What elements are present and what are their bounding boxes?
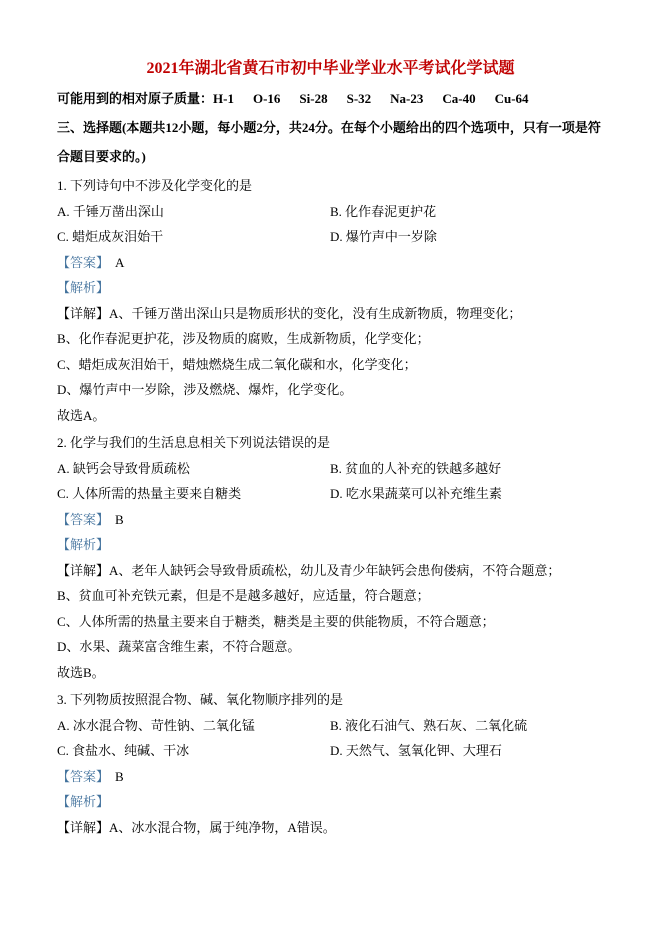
detail-line: 【详解】A、千锤万凿出深山只是物质形状的变化，没有生成新物质，物理变化； bbox=[57, 305, 522, 321]
detail-line: 【详解】A、冰水混合物，属于纯净物，A错误。 bbox=[57, 819, 336, 835]
atomic-mass-h: H-1 bbox=[213, 91, 234, 106]
question-stem: 1. 下列诗句中不涉及化学变化的是 bbox=[57, 178, 253, 193]
question-2 bbox=[57, 430, 604, 685]
atomic-mass-prefix: 可能用到的相对原子质量： bbox=[57, 91, 214, 106]
options-row bbox=[57, 199, 604, 225]
question-1 bbox=[57, 173, 604, 428]
options-row bbox=[57, 224, 604, 250]
atomic-mass-s: S-32 bbox=[346, 91, 372, 106]
option-a: A. 缺钙会导致骨质疏松 bbox=[57, 460, 190, 476]
analysis-label: 【解析】 bbox=[57, 794, 110, 809]
atomic-mass-na: Na-23 bbox=[390, 91, 424, 106]
option-d: D. 天然气、氢氧化钾、大理石 bbox=[330, 743, 502, 758]
question-stem: 3. 下列物质按照混合物、碱、氧化物顺序排列的是 bbox=[57, 692, 344, 707]
options-row bbox=[57, 713, 604, 739]
option-c: C. 食盐水、纯碱、干冰 bbox=[57, 743, 190, 758]
detail-line: C、人体所需的热量主要来自于糖类，糖类是主要的供能物质，不符合题意； bbox=[57, 613, 495, 629]
analysis-label: 【解析】 bbox=[57, 537, 110, 552]
answer-value: B bbox=[115, 768, 124, 784]
atomic-mass-si: Si-28 bbox=[299, 91, 328, 106]
options-row bbox=[57, 456, 604, 482]
answer-value: A bbox=[115, 254, 125, 270]
answer-line bbox=[57, 764, 604, 790]
atomic-mass-cu: Cu-64 bbox=[494, 91, 529, 106]
answer-label: 【答案】 bbox=[57, 511, 110, 527]
option-c: C. 人体所需的热量主要来自糖类 bbox=[57, 486, 242, 501]
analysis-label: 【解析】 bbox=[57, 280, 110, 295]
atomic-mass-o: O-16 bbox=[252, 91, 281, 106]
detail-line: C、蜡炬成灰泪始干，蜡烛燃烧生成二氧化碳和水，化学变化； bbox=[57, 356, 417, 372]
option-b: B. 化作春泥更护花 bbox=[330, 203, 437, 219]
detail-line: B、贫血可补充铁元素，但是不是越多越好，应适量，符合题意； bbox=[57, 588, 430, 603]
option-d: D. 吃水果蔬菜可以补充维生素 bbox=[330, 486, 502, 501]
question-3 bbox=[57, 687, 604, 840]
exam-header-block bbox=[57, 84, 604, 171]
answer-label: 【答案】 bbox=[57, 768, 110, 784]
exam-title: 2021年湖北省黄石市初中毕业学业水平考试化学试题 bbox=[146, 60, 515, 77]
detail-conclusion: 故选A。 bbox=[57, 407, 106, 423]
detail-line: D、水果、蔬菜富含维生素，不符合题意。 bbox=[57, 639, 301, 654]
atomic-mass-line bbox=[57, 84, 604, 113]
option-a: A. 冰水混合物、苛性钠、二氧化锰 bbox=[57, 717, 255, 733]
option-b: B. 液化石油气、熟石灰、二氧化硫 bbox=[330, 717, 528, 733]
detail-conclusion: 故选B。 bbox=[57, 664, 105, 680]
detail-line: D、爆竹声中一岁除，涉及燃烧、爆炸，化学变化。 bbox=[57, 382, 353, 397]
atomic-mass-ca: Ca-40 bbox=[442, 91, 476, 106]
answer-value: B bbox=[115, 511, 124, 527]
question-stem: 2. 化学与我们的生活息息相关下列说法错误的是 bbox=[57, 435, 331, 450]
answer-line bbox=[57, 507, 604, 533]
option-c: C. 蜡炬成灰泪始干 bbox=[57, 229, 164, 244]
answer-line bbox=[57, 250, 604, 276]
answer-label: 【答案】 bbox=[57, 254, 110, 270]
section-header: 三、选择题(本题共12小题，每小题2分，共24分。在每个小题给出的四个选项中，只有一项是符合题目要求的。) bbox=[57, 120, 601, 164]
options-row bbox=[57, 481, 604, 507]
detail-line: 【详解】A、老年人缺钙会导致骨质疏松，幼儿及青少年缺钙会患佝偻病，不符合题意； bbox=[57, 562, 561, 578]
detail-line: B、化作春泥更护花，涉及物质的腐败，生成新物质，化学变化； bbox=[57, 331, 430, 346]
option-d: D. 爆竹声中一岁除 bbox=[330, 229, 437, 244]
option-b: B. 贫血的人补充的铁越多越好 bbox=[330, 460, 502, 476]
options-row bbox=[57, 738, 604, 764]
option-a: A. 千锤万凿出深山 bbox=[57, 203, 164, 219]
